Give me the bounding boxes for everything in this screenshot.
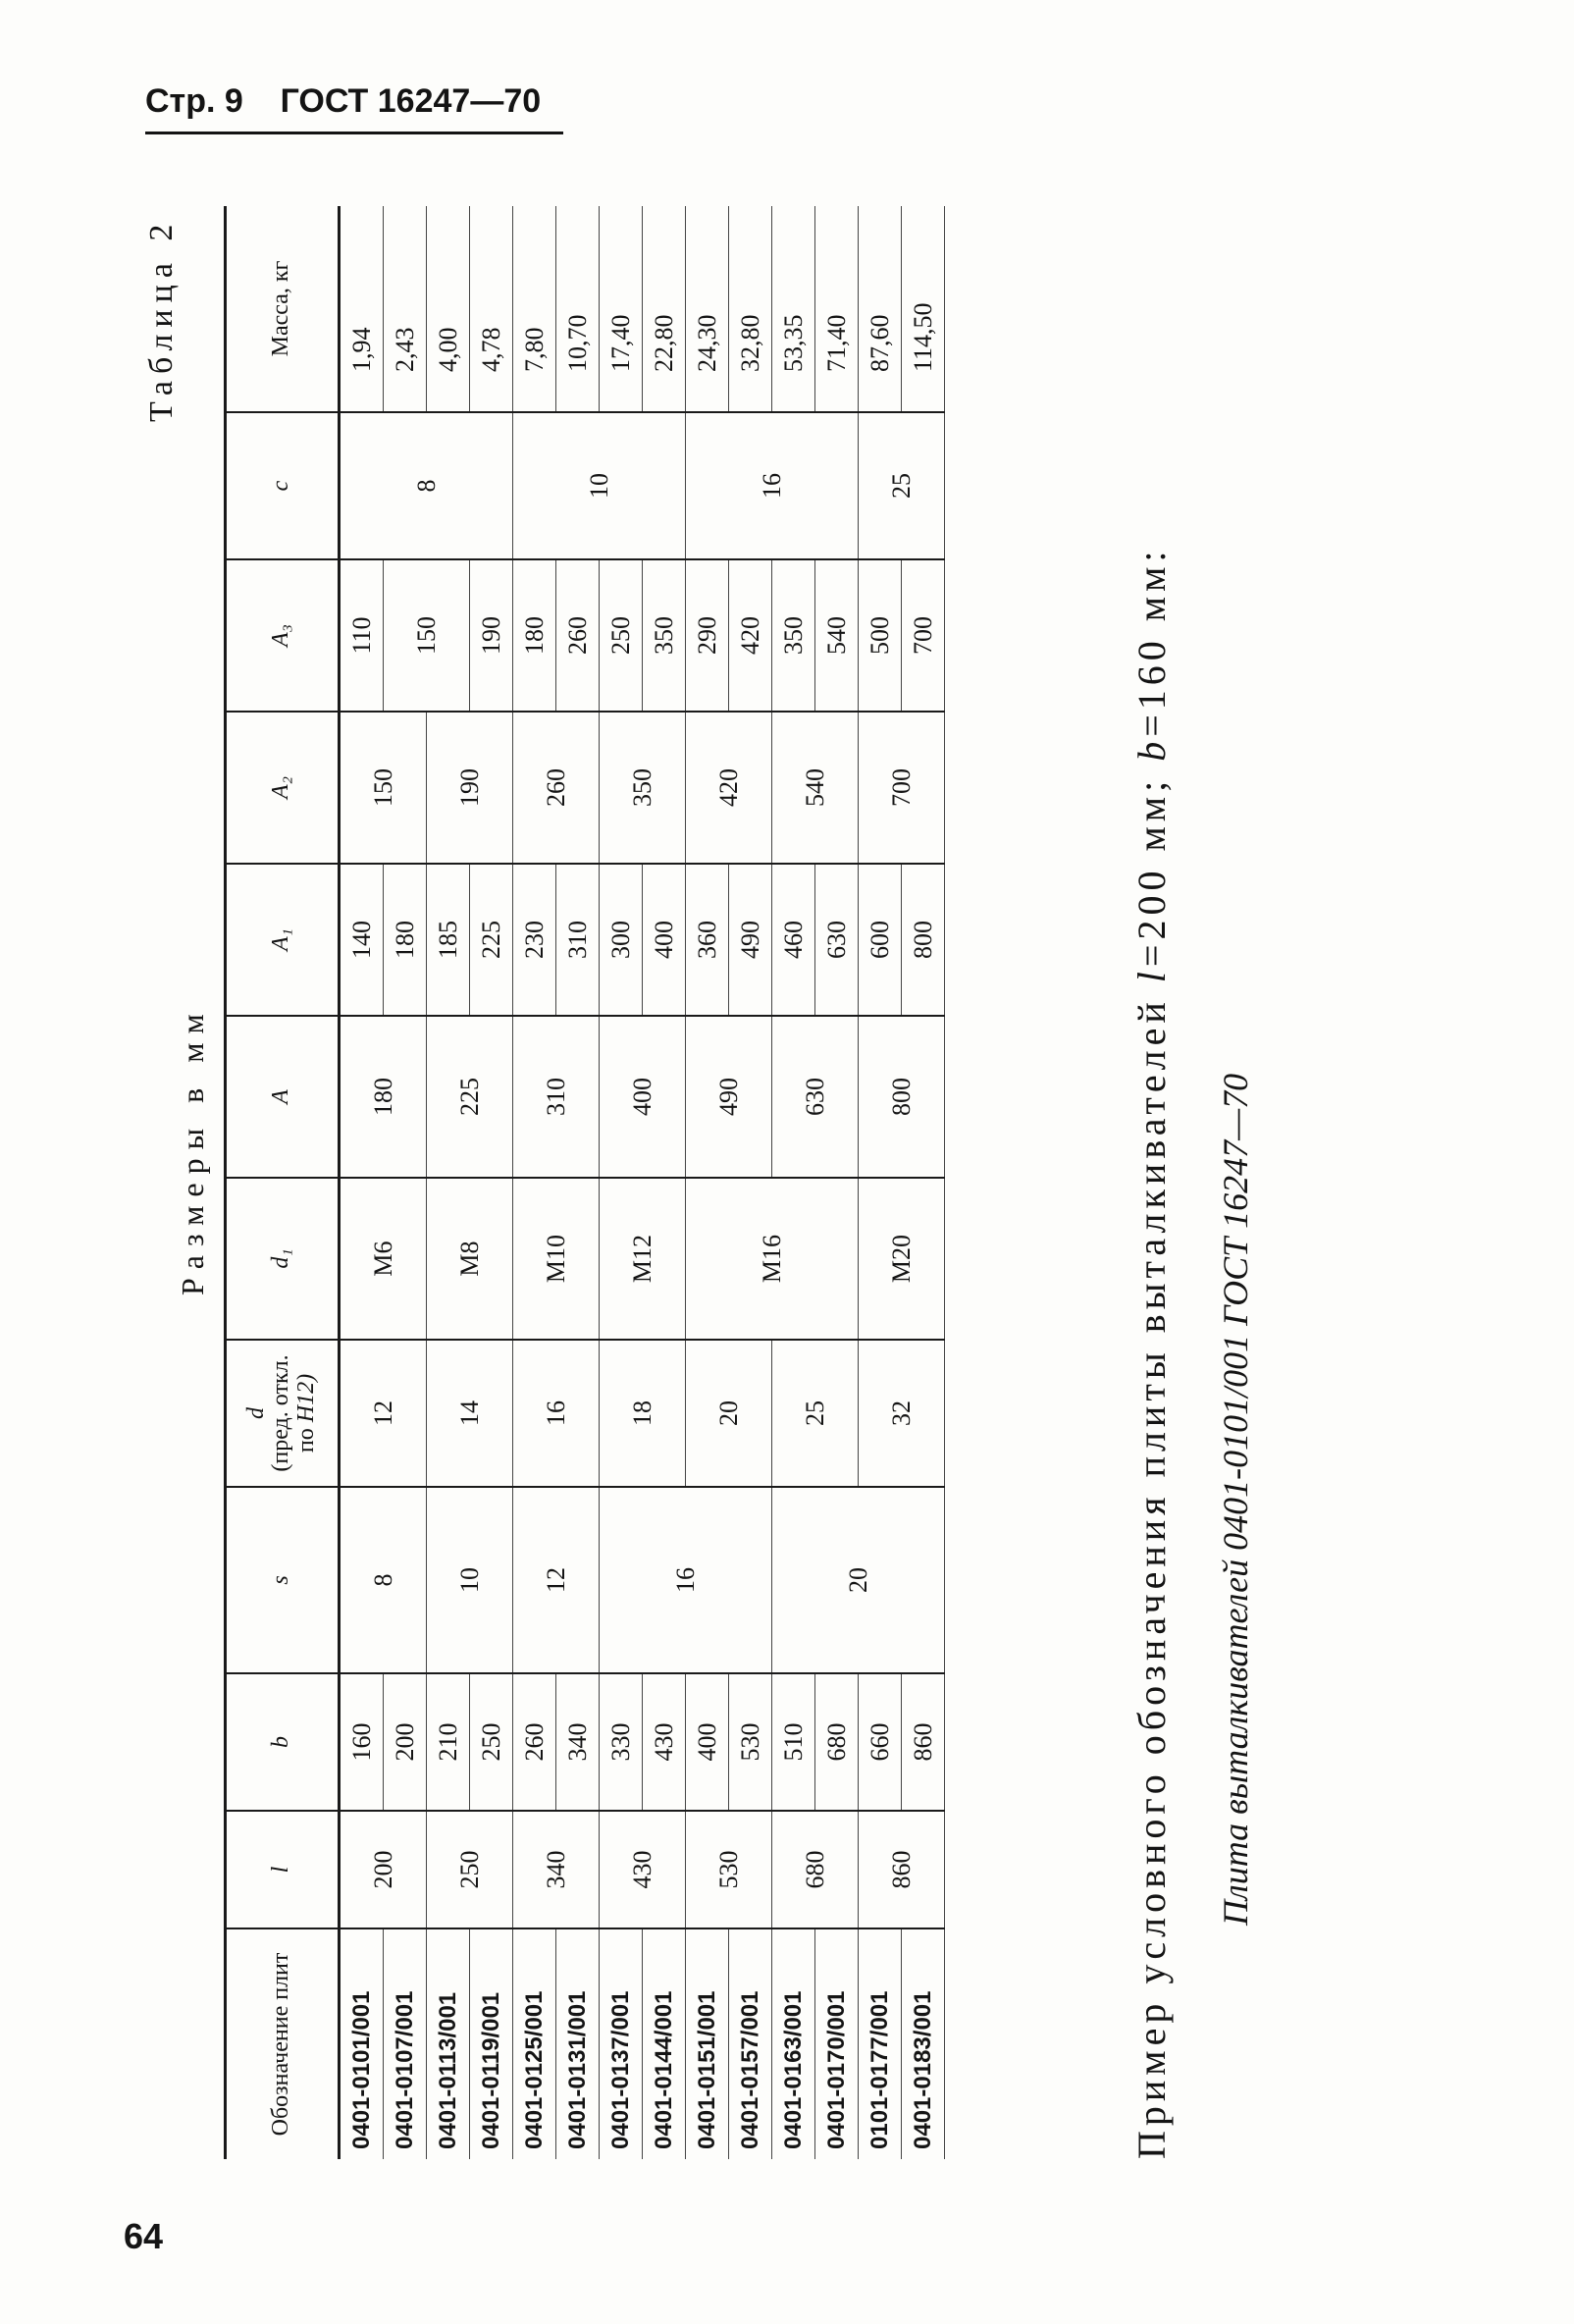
cell-l: 530 bbox=[686, 1811, 772, 1928]
table-header-row bbox=[226, 206, 340, 2159]
cell-A: 490 bbox=[686, 1016, 772, 1178]
dimensions-table bbox=[226, 206, 945, 2159]
cell-d1: M10 bbox=[513, 1178, 600, 1340]
page-label: Стр. 9 bbox=[145, 82, 243, 120]
cell-A1: 230 bbox=[513, 864, 556, 1016]
cell-A: 800 bbox=[859, 1016, 945, 1178]
cell-A2: 190 bbox=[427, 712, 513, 864]
cell-A2: 420 bbox=[686, 712, 772, 864]
cell-A1: 225 bbox=[470, 864, 513, 1016]
cell-A3: 110 bbox=[340, 559, 384, 712]
cell-mass: 71,40 bbox=[815, 206, 859, 412]
col-b: b bbox=[226, 1673, 340, 1811]
standard-number: ГОСТ 16247—70 bbox=[280, 82, 542, 120]
cell-d1: M12 bbox=[600, 1178, 686, 1340]
table-row bbox=[340, 206, 384, 2159]
running-header bbox=[145, 82, 541, 121]
cell-A3: 350 bbox=[772, 559, 815, 712]
cell-A3: 350 bbox=[643, 559, 686, 712]
cell-designation: 0401-0151/001 bbox=[686, 1928, 729, 2159]
cell-c: 16 bbox=[686, 412, 859, 559]
cell-designation: 0401-0131/001 bbox=[556, 1928, 600, 2159]
cell-mass: 32,80 bbox=[729, 206, 772, 412]
cell-A1: 360 bbox=[686, 864, 729, 1016]
cell-A1: 600 bbox=[859, 864, 902, 1016]
cell-A3: 150 bbox=[384, 559, 470, 712]
cell-A2: 700 bbox=[859, 712, 945, 864]
cell-mass: 7,80 bbox=[513, 206, 556, 412]
cell-d: 20 bbox=[686, 1340, 772, 1487]
cell-d: 12 bbox=[340, 1340, 427, 1487]
col-designation: Обозначение плит bbox=[226, 1928, 340, 2159]
units-caption: Размеры в мм bbox=[175, 1005, 210, 1295]
page-number: 64 bbox=[124, 2216, 164, 2256]
cell-b: 200 bbox=[384, 1673, 427, 1811]
col-A: A bbox=[226, 1016, 340, 1178]
cell-A2: 350 bbox=[600, 712, 686, 864]
cell-mass: 4,78 bbox=[470, 206, 513, 412]
cell-designation: 0401-0137/001 bbox=[600, 1928, 643, 2159]
cell-d1: M20 bbox=[859, 1178, 945, 1340]
cell-A3: 190 bbox=[470, 559, 513, 712]
example-heading: Пример условного обозначения плиты выталкивателей l=200 мм; b=160 мм: bbox=[1129, 546, 1174, 2159]
cell-l: 860 bbox=[859, 1811, 945, 1928]
header-rule bbox=[145, 132, 563, 134]
cell-s: 20 bbox=[772, 1487, 945, 1673]
cell-A1: 490 bbox=[729, 864, 772, 1016]
cell-b: 530 bbox=[729, 1673, 772, 1811]
cell-A: 310 bbox=[513, 1016, 600, 1178]
col-c: c bbox=[226, 412, 340, 559]
cell-d: 14 bbox=[427, 1340, 513, 1487]
cell-c: 10 bbox=[513, 412, 686, 559]
cell-b: 160 bbox=[340, 1673, 384, 1811]
rotated-content bbox=[0, 196, 1443, 2159]
table-caption: Таблица 2 bbox=[143, 217, 180, 422]
col-l: l bbox=[226, 1811, 340, 1928]
cell-designation: 0401-0144/001 bbox=[643, 1928, 686, 2159]
cell-mass: 4,00 bbox=[427, 206, 470, 412]
cell-A1: 310 bbox=[556, 864, 600, 1016]
cell-b: 430 bbox=[643, 1673, 686, 1811]
cell-c: 25 bbox=[859, 412, 945, 559]
cell-mass: 17,40 bbox=[600, 206, 643, 412]
cell-A3: 290 bbox=[686, 559, 729, 712]
cell-s: 16 bbox=[600, 1487, 772, 1673]
cell-designation: 0401-0101/001 bbox=[340, 1928, 384, 2159]
cell-A1: 630 bbox=[815, 864, 859, 1016]
cell-designation: 0401-0107/001 bbox=[384, 1928, 427, 2159]
col-mass: Масса, кг bbox=[226, 206, 340, 412]
cell-mass: 10,70 bbox=[556, 206, 600, 412]
cell-l: 250 bbox=[427, 1811, 513, 1928]
cell-d1: M16 bbox=[686, 1178, 859, 1340]
cell-A3: 180 bbox=[513, 559, 556, 712]
cell-d1: M6 bbox=[340, 1178, 427, 1340]
col-A2: A₂ bbox=[226, 712, 340, 864]
cell-b: 860 bbox=[902, 1673, 945, 1811]
cell-designation: 0401-0113/001 bbox=[427, 1928, 470, 2159]
cell-A2: 150 bbox=[340, 712, 427, 864]
cell-l: 680 bbox=[772, 1811, 859, 1928]
cell-l: 200 bbox=[340, 1811, 427, 1928]
cell-l: 430 bbox=[600, 1811, 686, 1928]
col-s: s bbox=[226, 1487, 340, 1673]
cell-A3: 420 bbox=[729, 559, 772, 712]
cell-A1: 400 bbox=[643, 864, 686, 1016]
cell-b: 260 bbox=[513, 1673, 556, 1811]
cell-l: 340 bbox=[513, 1811, 600, 1928]
cell-designation: 0401-0163/001 bbox=[772, 1928, 815, 2159]
cell-A1: 300 bbox=[600, 864, 643, 1016]
cell-b: 400 bbox=[686, 1673, 729, 1811]
cell-A3: 500 bbox=[859, 559, 902, 712]
cell-designation: 0401-0157/001 bbox=[729, 1928, 772, 2159]
cell-b: 660 bbox=[859, 1673, 902, 1811]
cell-A2: 540 bbox=[772, 712, 859, 864]
col-d: d (пред. откл. по H12) bbox=[226, 1340, 340, 1487]
cell-b: 340 bbox=[556, 1673, 600, 1811]
cell-s: 12 bbox=[513, 1487, 600, 1673]
cell-b: 330 bbox=[600, 1673, 643, 1811]
table-row bbox=[686, 206, 729, 2159]
cell-A3: 540 bbox=[815, 559, 859, 712]
cell-mass: 53,35 bbox=[772, 206, 815, 412]
col-A3: A₃ bbox=[226, 559, 340, 712]
cell-A1: 800 bbox=[902, 864, 945, 1016]
cell-A: 400 bbox=[600, 1016, 686, 1178]
table-row bbox=[859, 206, 902, 2159]
cell-d: 32 bbox=[859, 1340, 945, 1487]
cell-designation: 0101-0177/001 bbox=[859, 1928, 902, 2159]
cell-A3: 700 bbox=[902, 559, 945, 712]
cell-mass: 22,80 bbox=[643, 206, 686, 412]
cell-d: 18 bbox=[600, 1340, 686, 1487]
cell-designation: 0401-0125/001 bbox=[513, 1928, 556, 2159]
cell-b: 510 bbox=[772, 1673, 815, 1811]
cell-b: 680 bbox=[815, 1673, 859, 1811]
cell-d: 16 bbox=[513, 1340, 600, 1487]
cell-A: 630 bbox=[772, 1016, 859, 1178]
cell-A1: 140 bbox=[340, 864, 384, 1016]
cell-s: 8 bbox=[340, 1487, 427, 1673]
cell-designation: 0401-0170/001 bbox=[815, 1928, 859, 2159]
cell-designation: 0401-0183/001 bbox=[902, 1928, 945, 2159]
cell-A2: 260 bbox=[513, 712, 600, 864]
cell-A3: 260 bbox=[556, 559, 600, 712]
cell-A: 180 bbox=[340, 1016, 427, 1178]
col-A1: A₁ bbox=[226, 864, 340, 1016]
cell-b: 210 bbox=[427, 1673, 470, 1811]
cell-mass: 24,30 bbox=[686, 206, 729, 412]
table-row bbox=[513, 206, 556, 2159]
cell-d1: M8 bbox=[427, 1178, 513, 1340]
example-designation: Плита выталкивателей 0401-0101/001 ГОСТ 16247—70 bbox=[1216, 1073, 1255, 1926]
cell-designation: 0401-0119/001 bbox=[470, 1928, 513, 2159]
col-d1: d₁ bbox=[226, 1178, 340, 1340]
cell-mass: 1,94 bbox=[340, 206, 384, 412]
cell-s: 10 bbox=[427, 1487, 513, 1673]
cell-A1: 460 bbox=[772, 864, 815, 1016]
cell-mass: 87,60 bbox=[859, 206, 902, 412]
cell-A3: 250 bbox=[600, 559, 643, 712]
cell-b: 250 bbox=[470, 1673, 513, 1811]
cell-A1: 180 bbox=[384, 864, 427, 1016]
cell-d: 25 bbox=[772, 1340, 859, 1487]
cell-c: 8 bbox=[340, 412, 513, 559]
cell-A1: 185 bbox=[427, 864, 470, 1016]
cell-mass: 2,43 bbox=[384, 206, 427, 412]
cell-mass: 114,50 bbox=[902, 206, 945, 412]
cell-A: 225 bbox=[427, 1016, 513, 1178]
